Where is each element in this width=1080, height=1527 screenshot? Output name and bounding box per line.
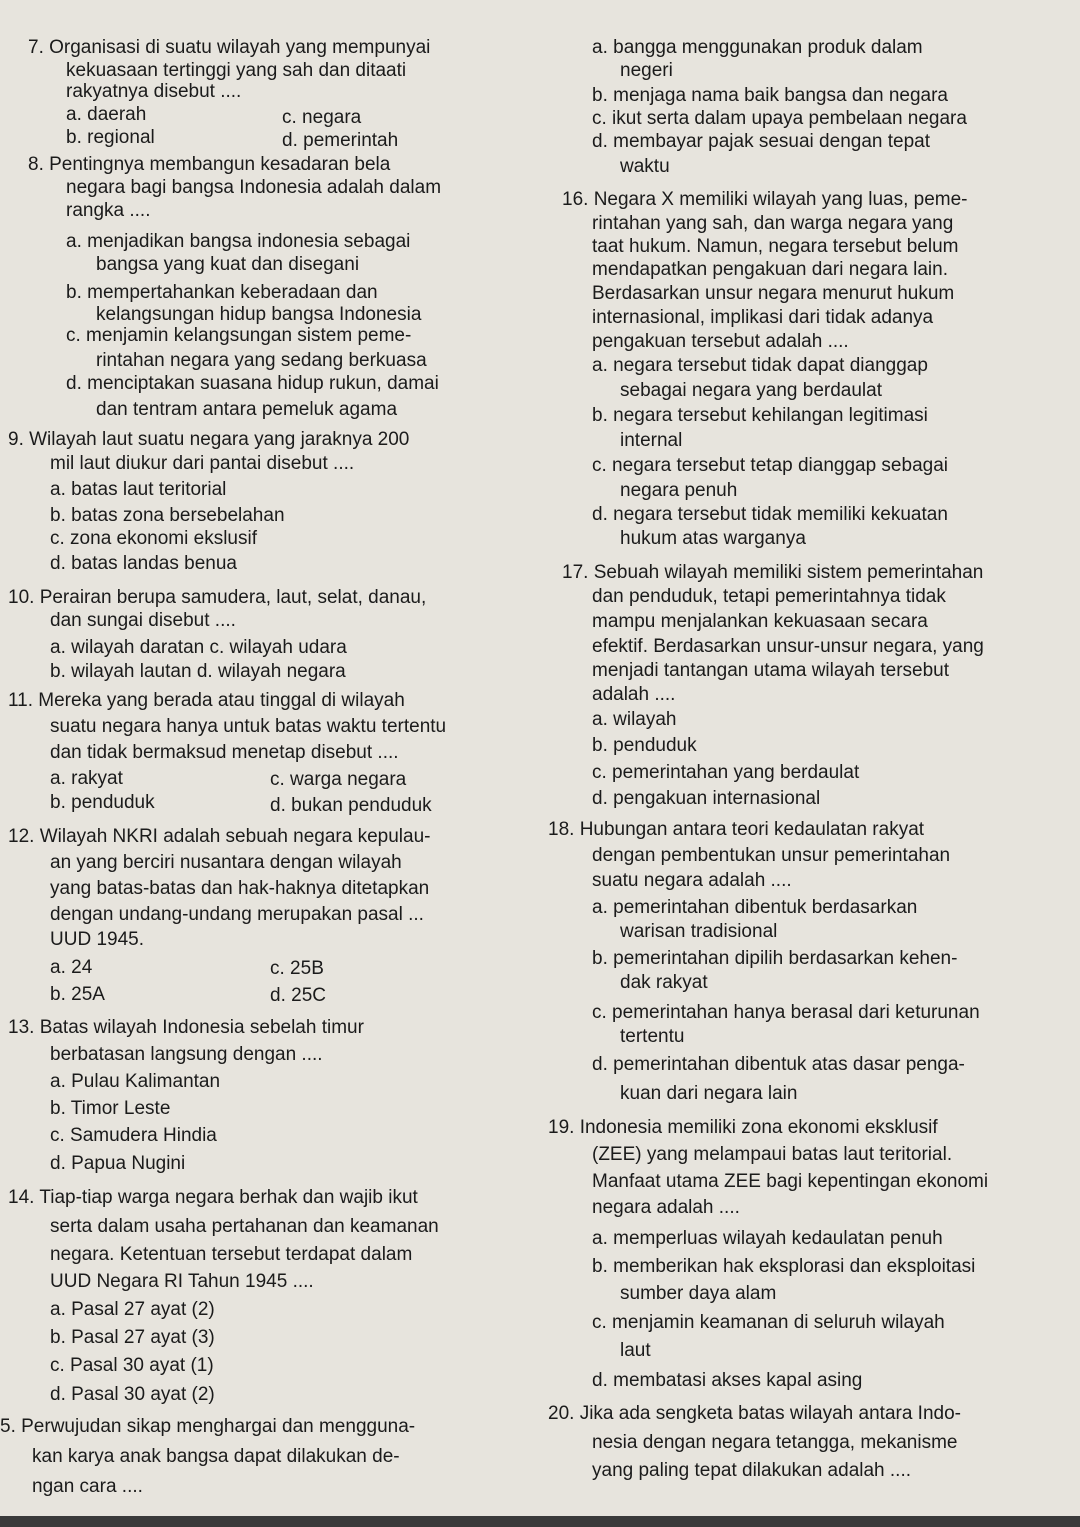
text-line: c. negara tersebut tetap dianggap sebagai [592, 455, 948, 476]
text-line: 13. Batas wilayah Indonesia sebelah timur [8, 1017, 364, 1038]
text-line: b. penduduk [592, 735, 697, 756]
text-line: dengan undang-undang merupakan pasal ... [50, 904, 424, 925]
text-line: 9. Wilayah laut suatu negara yang jaraknya 200 [8, 429, 410, 450]
text-line: c. 25B [270, 958, 324, 979]
text-line: c. Pasal 30 ayat (1) [50, 1355, 214, 1376]
text-line: kan karya anak bangsa dapat dilakukan de- [32, 1446, 400, 1467]
text-line: b. batas zona bersebelahan [50, 505, 285, 526]
text-line: d. pemerintahan dibentuk atas dasar penga- [592, 1054, 965, 1075]
text-line: d. membatasi akses kapal asing [592, 1370, 863, 1391]
text-line: b. negara tersebut kehilangan legitimasi [592, 405, 928, 426]
text-line: dak rakyat [620, 972, 708, 993]
text-line: pengakuan tersebut adalah .... [592, 331, 849, 352]
text-line: dan sungai disebut .... [50, 610, 236, 631]
text-line: 11. Mereka yang berada atau tinggal di wilayah [8, 690, 405, 711]
text-line: 12. Wilayah NKRI adalah sebuah negara kepulau- [8, 826, 431, 847]
text-line: adalah .... [592, 684, 676, 705]
text-line: tertentu [620, 1026, 685, 1047]
text-line: a. pemerintahan dibentuk berdasarkan [592, 897, 918, 918]
text-line: d. Papua Nugini [50, 1153, 186, 1174]
text-line: suatu negara hanya untuk batas waktu tertentu [50, 716, 447, 737]
text-line: Manfaat utama ZEE bagi kepentingan ekonomi [592, 1171, 989, 1192]
text-line: 17. Sebuah wilayah memiliki sistem pemerintahan [562, 562, 984, 583]
text-line: negara. Ketentuan tersebut terdapat dalam [50, 1244, 413, 1265]
text-line: Berdasarkan unsur negara menurut hukum [592, 283, 955, 304]
text-line: bangsa yang kuat dan disegani [96, 254, 360, 275]
text-line: negeri [620, 60, 673, 81]
text-line: a. memperluas wilayah kedaulatan penuh [592, 1228, 943, 1249]
text-line: c. pemerintahan yang berdaulat [592, 762, 860, 783]
text-line: waktu [620, 156, 670, 177]
text-line: rakyatnya disebut .... [66, 81, 242, 102]
text-line: b. penduduk [50, 792, 155, 813]
text-line: a. menjadikan bangsa indonesia sebagai [66, 231, 411, 252]
text-line: ngan cara .... [32, 1476, 143, 1497]
text-line: d. pengakuan internasional [592, 788, 821, 809]
text-line: a. wilayah [592, 709, 677, 730]
text-line: a. batas laut teritorial [50, 479, 227, 500]
text-line: a. Pasal 27 ayat (2) [50, 1299, 215, 1320]
text-line: sebagai negara yang berdaulat [620, 380, 882, 401]
text-line: b. pemerintahan dipilih berdasarkan kehen- [592, 948, 958, 969]
text-line: internal [620, 430, 683, 451]
text-line: serta dalam usaha pertahanan dan keamanan [50, 1216, 439, 1237]
text-line: nesia dengan negara tetangga, mekanisme [592, 1432, 958, 1453]
text-line: 14. Tiap-tiap warga negara berhak dan wajib ikut [8, 1187, 418, 1208]
text-line: d. 25C [270, 985, 326, 1006]
text-line: d. pemerintah [282, 130, 399, 151]
text-line: rangka .... [66, 200, 151, 221]
text-line: 18. Hubungan antara teori kedaulatan rakyat [548, 819, 925, 840]
text-line: a. wilayah daratan c. wilayah udara [50, 637, 347, 658]
text-line: c. warga negara [270, 769, 407, 790]
text-line: negara penuh [620, 480, 738, 501]
text-line: a. rakyat [50, 768, 123, 789]
text-line: negara bagi bangsa Indonesia adalah dalam [66, 177, 442, 198]
text-line: b. mempertahankan keberadaan dan [66, 282, 378, 303]
text-line: taat hukum. Namun, negara tersebut belum [592, 236, 959, 257]
text-line: c. menjamin kelangsungan sistem peme- [66, 325, 412, 346]
text-line: menjadi tantangan utama wilayah tersebut [592, 660, 950, 681]
text-line: c. negara [282, 107, 362, 128]
text-line: kelangsungan hidup bangsa Indonesia [96, 304, 422, 325]
text-line: berbatasan langsung dengan .... [50, 1044, 323, 1065]
text-line: kuan dari negara lain [620, 1083, 798, 1104]
text-line: rintahan negara yang sedang berkuasa [96, 350, 427, 371]
text-line: c. menjamin keamanan di seluruh wilayah [592, 1312, 945, 1333]
text-line: internasional, implikasi dari tidak adanya [592, 307, 934, 328]
text-line: d. membayar pajak sesuai dengan tepat [592, 131, 930, 152]
text-line: a. Pulau Kalimantan [50, 1071, 221, 1092]
text-line: b. Pasal 27 ayat (3) [50, 1327, 215, 1348]
text-line: b. regional [66, 127, 155, 148]
text-line: laut [620, 1340, 651, 1361]
text-line: sumber daya alam [620, 1283, 777, 1304]
text-line: (ZEE) yang melampaui batas laut teritorial. [592, 1144, 953, 1165]
text-line: d. menciptakan suasana hidup rukun, damai [66, 373, 439, 394]
text-line: a. 24 [50, 957, 93, 978]
text-line: 8. Pentingnya membangun kesadaran bela [28, 154, 391, 175]
text-line: efektif. Berdasarkan unsur-unsur negara, yang [592, 636, 984, 657]
text-line: d. batas landas benua [50, 553, 237, 574]
text-line: 7. Organisasi di suatu wilayah yang mempunyai [28, 37, 431, 58]
text-line: 10. Perairan berupa samudera, laut, selat, danau, [8, 587, 427, 608]
text-line: rintahan yang sah, dan warga negara yang [592, 213, 954, 234]
text-line: mil laut diukur dari pantai disebut .... [50, 453, 355, 474]
text-line: b. wilayah lautan d. wilayah negara [50, 661, 346, 682]
text-line: suatu negara adalah .... [592, 870, 792, 891]
text-line: an yang berciri nusantara dengan wilayah [50, 852, 402, 873]
text-line: c. Samudera Hindia [50, 1125, 217, 1146]
text-line: UUD 1945. [50, 929, 144, 950]
text-line: UUD Negara RI Tahun 1945 .... [50, 1271, 314, 1292]
page-bottom-edge [0, 1516, 1080, 1527]
text-line: c. zona ekonomi ekslusif [50, 528, 257, 549]
text-line: a. negara tersebut tidak dapat dianggap [592, 355, 928, 376]
text-line: negara adalah .... [592, 1197, 740, 1218]
text-line: b. Timor Leste [50, 1098, 171, 1119]
text-line: yang batas-batas dan hak-haknya ditetapkan [50, 878, 430, 899]
text-line: a. bangga menggunakan produk dalam [592, 37, 923, 58]
text-line: dan penduduk, tetapi pemerintahnya tidak [592, 586, 946, 607]
text-line: 5. Perwujudan sikap menghargai dan mengguna- [0, 1416, 416, 1437]
text-line: d. negara tersebut tidak memiliki kekuatan [592, 504, 948, 525]
text-line: mendapatkan pengakuan dari negara lain. [592, 259, 948, 280]
text-line: d. Pasal 30 ayat (2) [50, 1384, 215, 1405]
text-line: c. ikut serta dalam upaya pembelaan negara [592, 108, 967, 129]
text-line: b. menjaga nama baik bangsa dan negara [592, 85, 948, 106]
text-line: 19. Indonesia memiliki zona ekonomi eksklusif [548, 1117, 938, 1138]
text-line: yang paling tepat dilakukan adalah .... [592, 1460, 912, 1481]
text-line: c. pemerintahan hanya berasal dari keturunan [592, 1002, 980, 1023]
text-line: a. daerah [66, 104, 147, 125]
text-line: kekuasaan tertinggi yang sah dan ditaati [66, 60, 407, 81]
text-line: hukum atas warganya [620, 528, 806, 549]
text-line: d. bukan penduduk [270, 795, 432, 816]
text-line: 20. Jika ada sengketa batas wilayah antara Indo- [548, 1403, 961, 1424]
text-line: b. memberikan hak eksplorasi dan eksploitasi [592, 1256, 976, 1277]
text-line: mampu menjalankan kekuasaan secara [592, 611, 928, 632]
text-line: 16. Negara X memiliki wilayah yang luas, peme- [562, 189, 968, 210]
text-line: b. 25A [50, 984, 105, 1005]
text-line: dengan pembentukan unsur pemerintahan [592, 845, 951, 866]
text-line: warisan tradisional [620, 921, 778, 942]
text-line: dan tentram antara pemeluk agama [96, 399, 398, 420]
text-line: dan tidak bermaksud menetap disebut .... [50, 742, 399, 763]
